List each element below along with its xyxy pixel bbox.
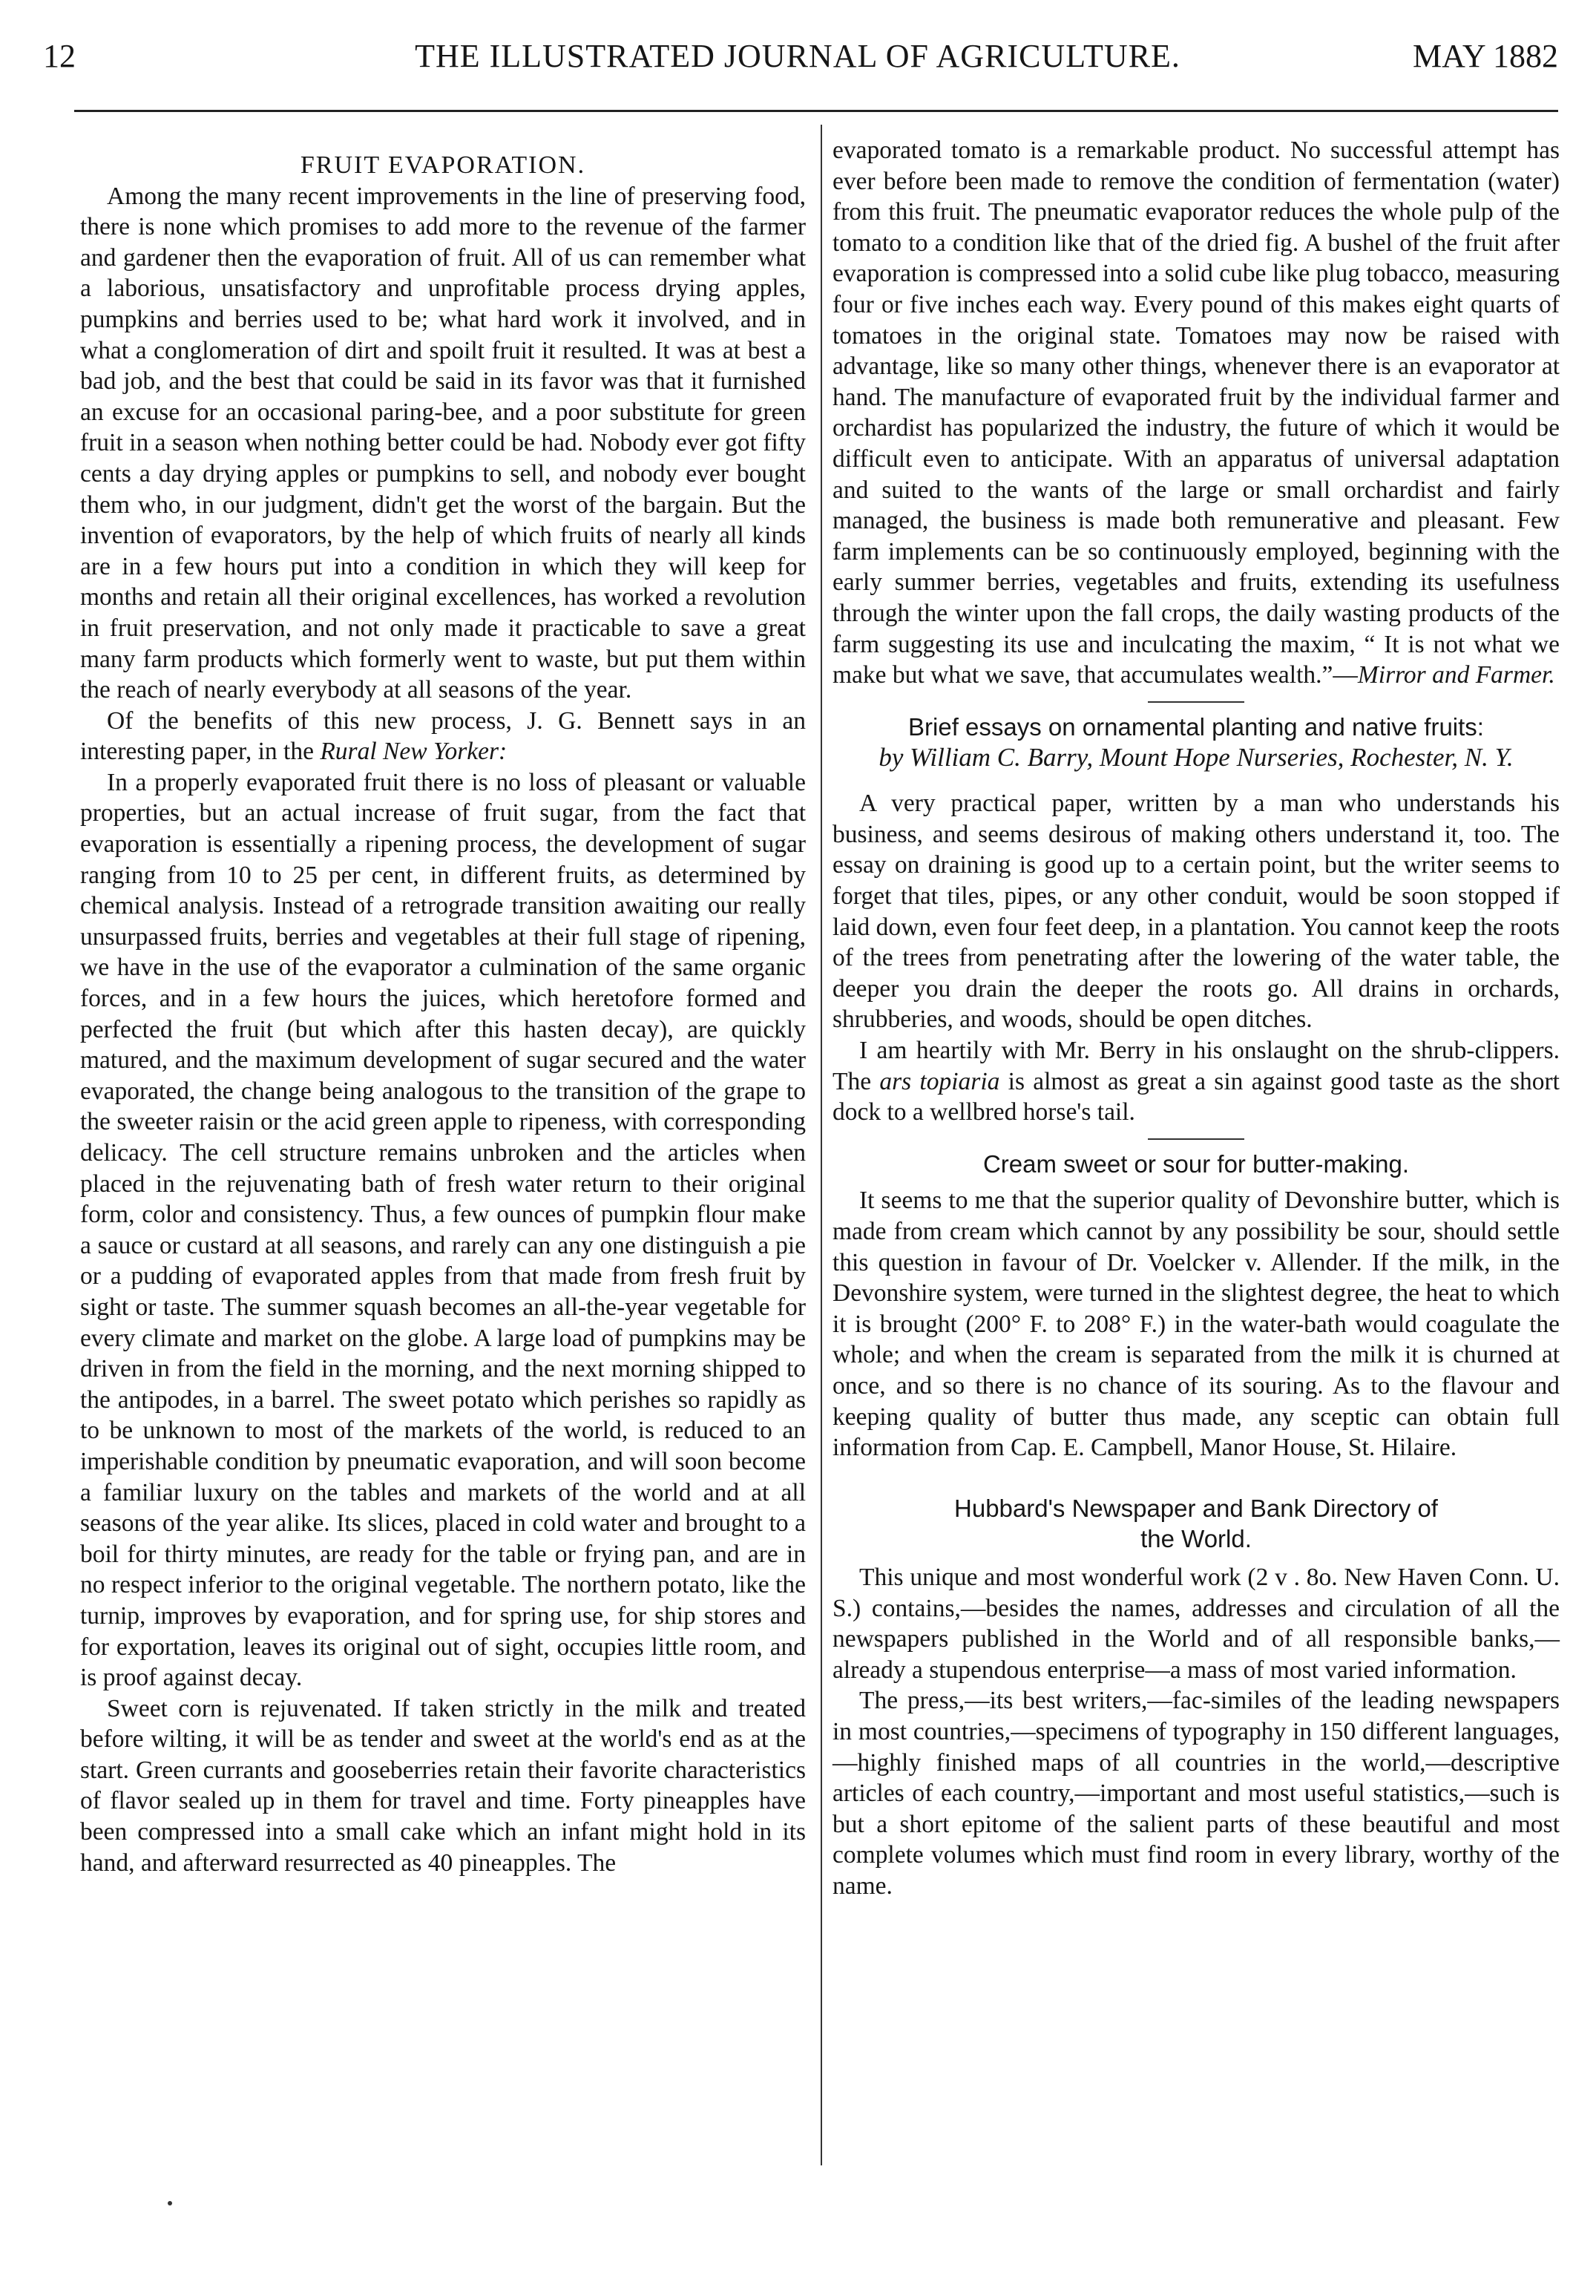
- right-column: [833, 135, 1560, 1901]
- source-citation: Mirror and Farmer.: [1357, 661, 1555, 689]
- article-heading-brief-essays: Brief essays on ornamental planting and native fruits:: [908, 712, 1484, 741]
- paragraph: It seems to me that the superior quality of Devonshire butter, which is made from cream which cannot by any possibility be sour, should settle this question in favour of Dr. Voelcker v. Allender. If the milk, in the Devonshire system, were turned in the slightest degree, the heat to which it is brought (200° F. to 208° F.) in the water-bath would coagulate the whole; and when the cream is separated from the milk it is churned at once, and so there is no chance of its souring. As to the flavour and keeping quality of butter thus made, any sceptic can obtain full information from Cap. E. Campbell, Manor House, St. Hilaire.: [833, 1187, 1560, 1462]
- paragraph: [833, 1035, 1560, 1128]
- article-heading-hubbard: Hubbard's Newspaper and Bank Directory of the World.: [954, 1494, 1438, 1553]
- paragraph: A very practical paper, written by a man who understands his business, and seems desirous of making others understand it, too. The essay on draining is good up to a certain point, but the writer seems to forget that tiles, pipes, or any other conduit, would be soon stopped if laid down, even four feet deep, in a plantation. You cannot keep the roots of the trees from penetrating after the lowering of the water table, the deeper you drain the deeper the roots go. All drains in orchards, shrubberies, and woods, should be open ditches.: [833, 790, 1560, 1034]
- left-column: [80, 135, 806, 1878]
- article-byline: by William C. Barry, Mount Hope Nurseries, Rochester, N. Y.: [879, 743, 1514, 773]
- page-number: 12: [43, 38, 76, 74]
- section-divider: [1148, 701, 1244, 703]
- paragraph: [80, 706, 806, 767]
- ink-speck: [168, 2201, 172, 2205]
- article-heading-cream: Cream sweet or sour for butter-making.: [982, 1149, 1410, 1178]
- paragraph: This unique and most wonderful work (2 v . 8o. New Haven Conn. U. S.) contains,—besides the names, addresses and circulation of all the newspapers published in the World and of all responsible banks,—already a stupendous enterprise—a mass of most varied information.: [833, 1563, 1560, 1684]
- paragraph: Among the many recent improvements in the line of preserving food, there is none which promises to add more to the revenue of the farmer and gardener then the evaporation of fruit. All of us can remember what a laborious, unsatisfactory and unprofitable process drying apples, pumpkins and berries used to be; what hard work it involved, and in what a conglomeration of dirt and spoilt fruit it resulted. It was at best a bad job, and the best that could be said in its favor was that it furnished an excuse for an occasional paring-bee, and a poor substitute for green fruit in a season when nothing better could be had. Nobody ever got fifty cents a day drying apples or pumpkins to sell, and nobody ever bought them who, in our judgment, didn't get the worst of the bargain. But the invention of evaporators, by the help of which fruits of nearly all kinds are in a few hours put into a condition in which they will keep for months and retain all their original excellences, has worked a revolution in fruit preservation, and not only made it practicable to save a great many farm products which formerly went to waste, but put them within the reach of nearly everybody at all seasons of the year.: [80, 182, 806, 704]
- journal-title: THE ILLUSTRATED JOURNAL OF AGRICULTURE.: [415, 38, 1180, 74]
- paragraph-text: Of the benefits of this new process, J. G. Bennett says in an interesting paper, in the: [80, 706, 806, 766]
- source-citation: Rural New Yorker:: [320, 738, 508, 766]
- issue-date: MAY 1882: [1412, 38, 1558, 74]
- latin-term: ars topiaria: [879, 1067, 1000, 1095]
- paragraph: The press,—its best writers,—fac-similes of the leading newspapers in most countries,—specimens of typography in 150 different languages,—highly finished maps of all countries in the world,—descriptive articles of each country,—important and most useful statistics,—such is but a short epitome of the salient parts of these beautiful and most complete volumes which must find room in every library, worthy of the name.: [833, 1687, 1560, 1900]
- paragraph: Sweet corn is rejuvenated. If taken strictly in the milk and treated before wilting, it will be as tender and sweet at the world's end as at the start. Green currants and gooseberries retain their favorite characteristics of flavor sealed up in them for travel and time. Forty pineapples have been compressed into a small cake which an infant might hold in its hand, and afterward resurrected as 40 pineapples. The: [80, 1694, 806, 1877]
- paragraph: [833, 135, 1560, 691]
- quoted-paragraph: In a properly evaporated fruit there is no loss of pleasant or valuable properties, but an actual increase of fruit sugar, from the fact that evaporation is essentially a ripening process, the development of sugar ranging from 10 to 25 per cent, in different fruits, as determined by chemical analysis. Instead of a retrograde transition awaiting our really unsurpassed fruits, berries and vegetables at their full stage of ripening, we have in the use of the evaporator a culmination of the same organic forces, and in a few hours the juices, which heretofore formed and perfected the fruit (but which after this hasten decay), are quickly matured, and the maximum development of sugar secured and the water evaporated, the change being analogous to the transition of the grape to the sweeter raisin or the acid green apple to ripeness, with corresponding delicacy. The cell structure remains unbroken and the articles when placed in the rejuvenating bath of fresh water return to their original form, color and consistency. Thus, a few ounces of pumpkin flour make a sauce or custard at all seasons, and rarely can any one distinguish a pie or a pudding of evaporated apples from that made from fresh fruit by sight or taste. The summer squash becomes an all-the-year vegetable for every climate and market on the globe. A large load of pumpkins may be driven in from the field in the morning, and the next morning shipped to the antipodes, in a barrel. The sweet potato which perishes so rapidly as to be unknown to most of the markets of the world, is reduced to an imperishable condition by pneumatic evaporation, and will soon become a familiar luxury on the tables and markets of the world and at all seasons of the year alike. Its slices, placed in cold water and brought to a boil for thirty minutes, are ready for the table or frying pan, and are in no respect inferior to the original vegetable. The northern potato, like the turnip, improves by evaporation, and for spring use, for ship stores and for exportation, leaves its original out of sight, occupies little room, and is proof against decay.: [80, 768, 806, 1692]
- paragraph-text: evaporated tomato is a remarkable product. No successful attempt has ever before been made to remove the condition of fermentation (water) from this fruit. The pneumatic evaporator reduces the whole pulp of the tomato to a condition like that of the dried fig. A bushel of the fruit after evaporation is compressed into a solid cube like plug tobacco, measuring four or five inches each way. Every pound of this makes eight quarts of tomatoes in the original state. Tomatoes may now be raised with advantage, like so many other things, whenever there is an evaporator at hand. The manufacture of evaporated fruit by the individual farmer and orchardist has popularized the industry, the future of which it would be difficult even to anticipate. With an apparatus of universal adaptation and suited to the wants of the large or small orchardist and fairly managed, the business is made both remunerative and pleasant. Few farm implements can be so continuously employed, beginning with the early summer berries, vegetables and fruits, extending its usefulness through the winter upon the fall crops, the daily wasting products of the farm suggesting its use and inculcating the maxim, “ It is not what we make but what we save, that accumulates wealth.”—: [833, 137, 1560, 689]
- paragraph-text: I am heartily with Mr. Berry in his onslaught on the shrub-clippers. The: [833, 1037, 1560, 1095]
- section-divider: [1148, 1138, 1244, 1140]
- header-rule: [74, 110, 1558, 112]
- column-divider: [821, 125, 822, 2165]
- paragraph-text: is almost as great a sin against good taste as the short dock to a wellbred horse's tail.: [833, 1067, 1560, 1126]
- article-heading-fruit-evaporation: FRUIT EVAPORATION.: [300, 151, 586, 179]
- page-header: [37, 39, 1558, 74]
